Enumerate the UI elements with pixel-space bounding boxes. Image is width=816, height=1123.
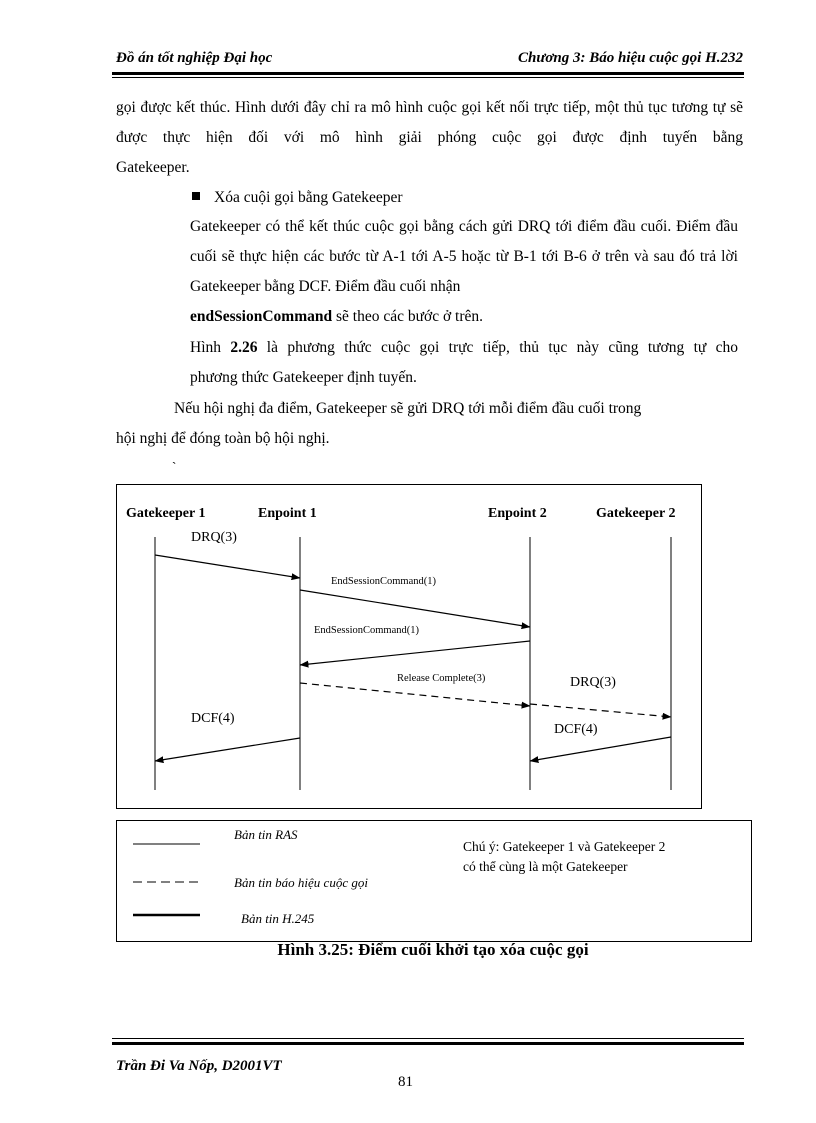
msg-endsession-ep1-to-ep2 xyxy=(300,590,530,627)
paragraph-intro: gọi được kết thúc. Hình dưới đây chỉ ra mô hình cuộc gọi kết nối trực tiếp, một thủ tục tương tự sẽ được thực hiện đối với mô hình giải phóng cuộc gọi được định tuyến bằng xyxy=(116,99,743,146)
paragraph-multipoint-line2: hội nghị để đóng toàn bộ hội nghị. xyxy=(116,430,330,447)
paragraph-figure-ref-line2: phương thức Gatekeeper định tuyến. xyxy=(190,369,417,386)
legend-note-line1: Chú ý: Gatekeeper 1 và Gatekeeper 2 xyxy=(463,839,666,854)
p3-pre: Hình xyxy=(190,339,231,356)
msg-release-complete-ep1-to-ep2 xyxy=(300,683,530,706)
label-release-complete: Release Complete(3) xyxy=(397,673,486,684)
paragraph-multipoint-line1: Nếu hội nghị đa điểm, Gatekeeper sẽ gửi DRQ tới mỗi điểm đầu cuối trong xyxy=(174,400,642,417)
figure-caption: Hình 3.25: Điểm cuối khởi tạo xóa cuộc gọi xyxy=(277,940,589,959)
entity-endpoint-1: Enpoint 1 xyxy=(258,506,317,521)
p3-post: là phương thức cuộc gọi trực tiếp, thủ tục này cũng tương tự cho xyxy=(257,339,739,356)
legend-frame xyxy=(116,820,752,942)
entity-gatekeeper-2: Gatekeeper 2 xyxy=(596,506,676,521)
p2-end: sẽ theo các bước ở trên. xyxy=(332,308,484,325)
label-endsession-1: EndSessionCommand(1) xyxy=(331,576,436,587)
stray-mark: ` xyxy=(172,459,177,474)
header-thesis-title: Đồ án tốt nghiệp Đại học xyxy=(116,50,273,66)
entity-endpoint-2: Enpoint 2 xyxy=(488,506,547,521)
bullet-text: Xóa cuội gọi bằng Gatekeeper xyxy=(214,189,403,206)
msg-drq-gk1-to-ep1 xyxy=(155,555,300,578)
label-dcf-1: DCF(4) xyxy=(191,711,235,726)
paragraph-intro-end: Gatekeeper. xyxy=(116,159,190,176)
legend-label-ras: Bản tin RAS xyxy=(234,827,298,842)
msg-drq-ep2-to-gk2 xyxy=(530,704,671,717)
label-endsession-2: EndSessionCommand(1) xyxy=(314,625,419,636)
msg-dcf-gk2-to-ep2 xyxy=(530,737,671,761)
p3-bold-ref: 2.26 xyxy=(230,339,258,356)
entity-gatekeeper-1: Gatekeeper 1 xyxy=(126,506,206,521)
label-drq-1: DRQ(3) xyxy=(191,530,237,545)
p2-bold-term: endSessionCommand xyxy=(190,308,333,325)
header-chapter-title: Chương 3: Báo hiệu cuộc gọi H.232 xyxy=(518,50,743,66)
msg-endsession-ep2-to-ep1 xyxy=(300,641,530,665)
label-drq-2: DRQ(3) xyxy=(570,675,616,690)
p2-text: Gatekeeper có thể kết thúc cuộc gọi bằng cách gửi DRQ tới điểm đầu cuối. Điểm đầu cuối sẽ thực hiện các bước từ A-1 tới A-5 hoặc từ B-1 tới B-6 ở trên và sau đó trả lời Gatekeeper bằng DCF. Điểm đầu cuối nhận xyxy=(190,218,738,295)
footer-rule-thin xyxy=(112,1038,744,1039)
legend-label-h245: Bản tin H.245 xyxy=(241,911,315,926)
page-number: 81 xyxy=(398,1074,413,1090)
footer-author: Trần Đi Va Nốp, D2001VT xyxy=(116,1058,282,1074)
legend-label-signaling: Bản tin báo hiệu cuộc gọi xyxy=(234,875,368,890)
label-dcf-2: DCF(4) xyxy=(554,722,598,737)
legend-note-line2: có thể cùng là một Gatekeeper xyxy=(463,859,628,874)
msg-dcf-ep1-to-gk1 xyxy=(155,738,300,761)
footer-rule-thick xyxy=(112,1042,744,1045)
